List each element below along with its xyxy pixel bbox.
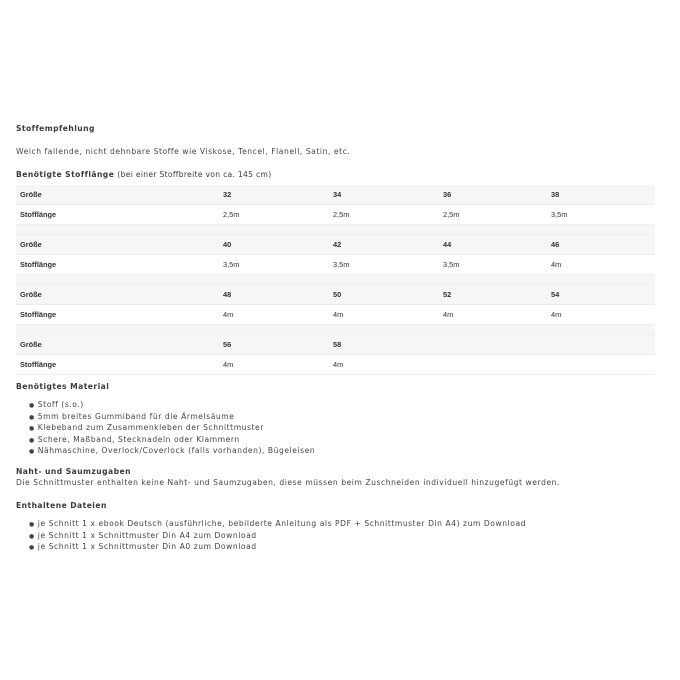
fabric-length-heading (16, 169, 656, 180)
list-item (29, 400, 656, 412)
fabric-recommendation-text: Weich fallende, nicht dehnbare Stoffe wie Viskose, Tencel, Flanell, Satin, etc. (16, 147, 351, 156)
included-files-heading: Enthaltene Dateien (16, 500, 107, 510)
bullet-icon: ● (29, 520, 35, 528)
table-row-sizes (16, 335, 655, 355)
material-list (16, 400, 656, 458)
length-cell: 3,5m (439, 255, 547, 275)
length-cell: 2,5m (219, 205, 329, 225)
size-cell: 52 (439, 285, 547, 305)
table-row-lengths (16, 355, 655, 375)
list-item (29, 423, 656, 435)
length-cell: 2,5m (439, 205, 547, 225)
material-heading: Benötigtes Material (16, 382, 110, 391)
list-item (29, 435, 656, 447)
list-item-text: Schere, Maßband, Stecknadeln oder Klammern (37, 434, 240, 444)
list-item-text: Nähmaschine, Overlock/Coverlock (falls vorhanden), Bügeleisen (37, 446, 316, 456)
table-row-sizes (16, 285, 655, 305)
size-label: Größe (16, 335, 219, 355)
size-cell: 56 (219, 335, 329, 355)
table-row-sizes (16, 235, 655, 255)
list-item-text: Stoff (s.o.) (37, 400, 84, 409)
length-label: Stofflänge (16, 255, 219, 275)
length-label: Stofflänge (16, 205, 219, 225)
bullet-icon: ● (29, 402, 35, 409)
length-cell: 4m (547, 305, 655, 325)
size-cell: 36 (439, 185, 547, 205)
length-cell: 4m (219, 355, 329, 375)
list-item (29, 531, 656, 543)
list-item-text: 5mm breites Gummiband für die Ärmelsäume (37, 411, 235, 421)
length-cell: 4m (547, 255, 655, 275)
list-item-text: je Schnitt 1 x ebook Deutsch (ausführliche, bebilderte Anleitung als PDF + Schnittmuster Din A4) zum Download (37, 518, 527, 528)
bullet-icon: ● (29, 425, 35, 433)
bullet-icon: ● (29, 532, 35, 540)
size-cell: 50 (329, 285, 439, 305)
list-item-text: je Schnitt 1 x Schnittmuster Din A4 zum Download (37, 530, 257, 540)
table-spacer-row (16, 225, 655, 235)
size-cell: 46 (547, 235, 655, 255)
bullet-icon: ● (29, 448, 35, 456)
list-item-text: Klebeband zum Zusammenkleben der Schnittmuster (37, 423, 264, 433)
seam-allowance-text: Die Schnittmuster enthalten keine Naht- und Saumzugaben, diese müssen beim Zuschneiden individuell hinzugefügt werden. (16, 477, 560, 487)
size-cell: 32 (219, 185, 329, 205)
fabric-recommendation-heading: Stoffempfehlung (16, 124, 95, 133)
length-cell: 2,5m (329, 205, 439, 225)
list-item (29, 519, 656, 531)
length-cell (439, 355, 547, 375)
table-row-lengths (16, 305, 655, 325)
size-cell: 58 (329, 335, 439, 355)
size-cell: 34 (329, 185, 439, 205)
size-label: Größe (16, 235, 219, 255)
size-cell: 42 (329, 235, 439, 255)
size-cell (439, 335, 547, 355)
table-row-lengths (16, 205, 655, 225)
table-spacer-row (16, 325, 655, 335)
table-spacer-row (16, 275, 655, 285)
size-cell: 44 (439, 235, 547, 255)
table-row-lengths (16, 255, 655, 275)
size-cell: 48 (219, 285, 329, 305)
size-label: Größe (16, 285, 219, 305)
length-cell: 4m (329, 355, 439, 375)
length-cell: 4m (219, 305, 329, 325)
size-label: Größe (16, 185, 219, 205)
length-label: Stofflänge (16, 305, 219, 325)
size-cell: 54 (547, 285, 655, 305)
list-item (29, 542, 656, 554)
fabric-length-note: (bei einer Stoffbreite von ca. 145 cm) (117, 170, 272, 179)
size-cell: 40 (219, 235, 329, 255)
included-files-list (16, 519, 656, 554)
length-label: Stofflänge (16, 355, 219, 375)
fabric-length-title: Benötigte Stofflänge (16, 170, 115, 179)
size-table (16, 185, 655, 375)
size-cell: 38 (547, 185, 655, 205)
product-description (16, 123, 656, 554)
list-item (29, 412, 656, 424)
bullet-icon: ● (29, 544, 35, 552)
bullet-icon: ● (29, 436, 35, 444)
length-cell: 3,5m (547, 205, 655, 225)
list-item-text: je Schnitt 1 x Schnittmuster Din A0 zum Download (37, 542, 257, 552)
seam-allowance-heading: Naht- und Saumzugaben (16, 466, 131, 476)
length-cell (547, 355, 655, 375)
size-cell (547, 335, 655, 355)
length-cell: 3,5m (329, 255, 439, 275)
length-cell: 4m (439, 305, 547, 325)
table-row-sizes (16, 185, 655, 205)
list-item (29, 446, 656, 458)
length-cell: 4m (329, 305, 439, 325)
length-cell: 3,5m (219, 255, 329, 275)
bullet-icon: ● (29, 413, 35, 421)
